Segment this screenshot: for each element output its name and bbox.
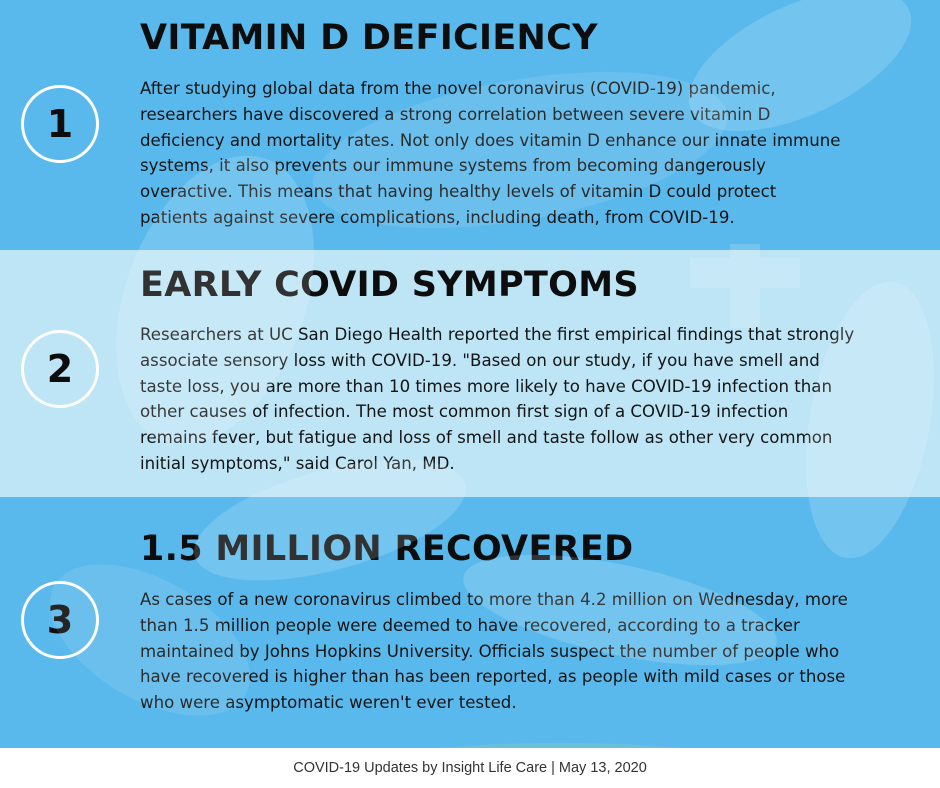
section-vitamin-d [0,0,940,250]
section-title: EARLY COVID SYMPTOMS [140,265,639,305]
section-number-badge [21,330,99,408]
footer-credit: COVID-19 Updates by Insight Life Care | May 13, 2020 [293,760,647,776]
body-line: taste loss, you are more than 10 times more likely to have COVID-19 infection than [140,376,832,396]
section-title: 1.5 MILLION RECOVERED [140,529,634,569]
body-line: associate sensory loss with COVID-19. "Based on our study, if you have smell and [140,350,820,370]
section-number: 1 [46,102,74,146]
body-line: maintained by Johns Hopkins University. Officials suspect the number of people who [140,641,840,661]
body-line: Researchers at UC San Diego Health reported the first empirical findings that strongly [140,325,855,344]
section-body [140,587,925,716]
section-body [140,76,925,231]
body-line: As cases of a new coronavirus climbed to more than 4.2 million on Wednesday, more [140,590,848,609]
footer [0,748,940,788]
section-recovered [0,497,940,748]
body-line: deficiency and mortality rates. Not only does vitamin D enhance our innate immune [140,130,841,150]
section-number-badge [21,581,99,659]
body-line: systems, it also prevents our immune systems from becoming dangerously [140,156,766,176]
body-line: other causes of infection. The most common first sign of a COVID-19 infection [140,402,789,422]
section-early-symptoms [0,250,940,497]
body-line: After studying global data from the novel coronavirus (COVID-19) pandemic, [140,79,776,98]
body-line: initial symptoms," said Carol Yan, MD. [140,453,455,473]
body-line: remains fever, but fatigue and loss of smell and taste follow as other very common [140,428,833,448]
body-line: patients against severe complications, including death, from COVID-19. [140,207,735,227]
body-line: overactive. This means that having healthy levels of vitamin D could protect [140,182,777,202]
section-number: 3 [46,598,74,642]
body-line: have recovered is higher than has been reported, as people with mild cases or those [140,667,846,687]
section-body [140,322,925,477]
section-number: 2 [46,347,74,391]
body-line: who were asymptomatic weren't ever tested. [140,693,517,713]
body-line: researchers have discovered a strong correlation between severe vitamin D [140,104,771,124]
section-number-badge [21,85,99,163]
section-title: VITAMIN D DEFICIENCY [140,18,598,58]
body-line: than 1.5 million people were deemed to have recovered, according to a tracker [140,615,800,635]
